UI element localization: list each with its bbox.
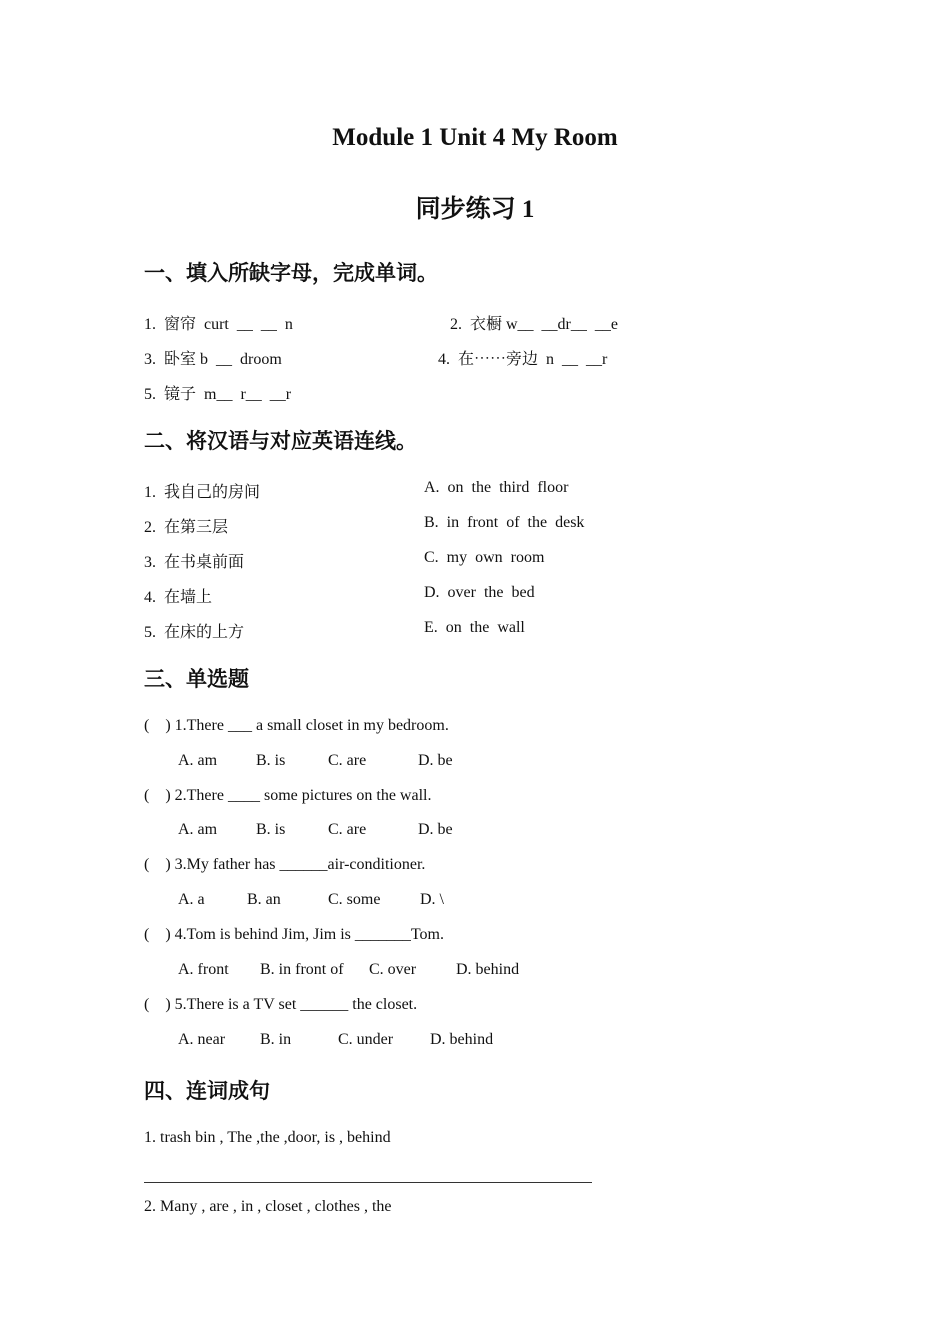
question-4-option-b: B. in front of (260, 961, 344, 978)
fill-item-1: 1. 窗帘 curt __ __ n (144, 316, 293, 333)
question-2-option-d: D. be (418, 821, 453, 838)
section4-heading: 四、连词成句 (144, 1079, 270, 1103)
question-5-stem: ( ) 5.There is a TV set ______ the closet. (144, 996, 418, 1013)
fill-item-5: 5. 镜子 m__ r__ __r (144, 386, 292, 403)
question-2-option-a: A. am (178, 821, 218, 838)
question-5-option-a: A. near (178, 1031, 226, 1048)
question-1-option-c: C. are (328, 752, 367, 769)
question-1-option-a: A. am (178, 752, 218, 769)
section1-heading: 一、填入所缺字母，完成单词。 (144, 261, 438, 285)
fill-item-4: 4. 在⋯⋯旁边 n __ __r (438, 351, 608, 368)
question-3-option-b: B. an (247, 891, 281, 908)
question-1-option-b: B. is (256, 752, 286, 769)
section2-heading: 二、将汉语与对应英语连线。 (144, 429, 417, 453)
document-subtitle: 同步练习 1 (415, 196, 535, 223)
match-left-3: 3. 在书桌前面 (144, 554, 245, 571)
question-2-option-b: B. is (256, 821, 286, 838)
section3-heading: 三、单选题 (144, 667, 249, 691)
match-left-5: 5. 在床的上方 (144, 624, 245, 641)
answer-line-1 (144, 1182, 592, 1183)
match-right-c: C. my own room (424, 549, 545, 566)
question-5-option-d: D. behind (430, 1031, 494, 1048)
match-left-2: 2. 在第三层 (144, 519, 229, 536)
question-5-option-c: C. under (338, 1031, 394, 1048)
question-4-stem: ( ) 4.Tom is behind Jim, Jim is _______Tom. (144, 926, 444, 943)
match-right-d: D. over the bed (424, 584, 535, 601)
question-1-option-d: D. be (418, 752, 453, 769)
question-4-option-d: D. behind (456, 961, 520, 978)
document-title: Module 1 Unit 4 My Room (332, 124, 618, 151)
sentence-item-1: 1. trash bin , The ,the ,door, is , behind (144, 1129, 391, 1146)
question-3-option-d: D. \ (420, 891, 444, 908)
question-4-option-a: A. front (178, 961, 229, 978)
question-1-stem: ( ) 1.There ___ a small closet in my bedroom. (144, 717, 449, 734)
match-right-a: A. on the third floor (424, 479, 569, 496)
fill-item-3: 3. 卧室 b __ droom (144, 351, 282, 368)
question-3-option-c: C. some (328, 891, 381, 908)
match-left-1: 1. 我自己的房间 (144, 484, 261, 501)
question-4-option-c: C. over (369, 961, 417, 978)
fill-item-2: 2. 衣橱 w__ __dr__ __e (450, 316, 618, 333)
sentence-item-2: 2. Many , are , in , closet , clothes , the (144, 1198, 392, 1215)
match-right-e: E. on the wall (424, 619, 525, 636)
match-right-b: B. in front of the desk (424, 514, 585, 531)
question-2-option-c: C. are (328, 821, 367, 838)
question-3-option-a: A. a (178, 891, 205, 908)
question-5-option-b: B. in (260, 1031, 292, 1048)
question-2-stem: ( ) 2.There ____ some pictures on the wall. (144, 787, 432, 804)
match-left-4: 4. 在墙上 (144, 589, 213, 606)
question-3-stem: ( ) 3.My father has ______air-conditioner. (144, 856, 426, 873)
